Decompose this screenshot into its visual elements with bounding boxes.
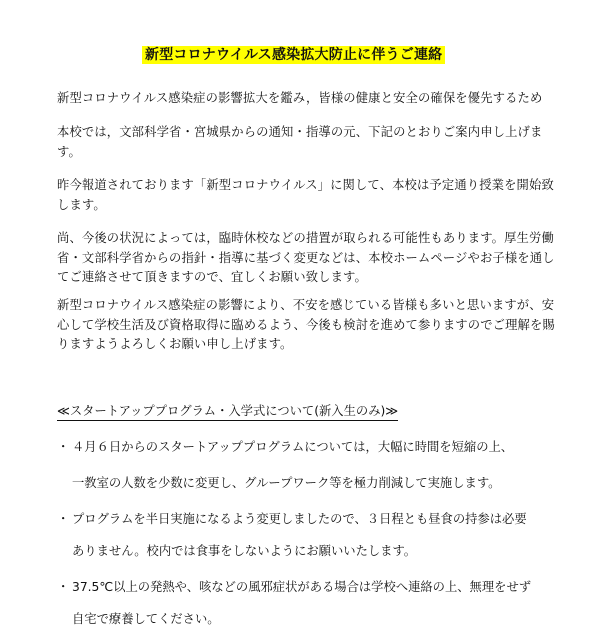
- bullet-marker: ・: [57, 512, 70, 526]
- bullet-line: プログラムを半日実施になるよう変更しましたので、３日程とも昼食の持参は必要: [72, 512, 527, 526]
- bullet-continuation: [57, 543, 416, 560]
- paragraph-line: 省・文部科学省からの指針・指導に基づく変更などは、本校ホームページやお子様を通し: [57, 250, 555, 265]
- paragraph-line: 新型コロナウイルス感染症の影響により、不安を感じている皆様も多いと思いますが、安: [57, 298, 555, 312]
- paragraph-line: します。: [57, 197, 106, 212]
- paragraph-line: 昨今報道されております「新型コロナウイルス」に関して、本校は予定通り授業を開始致: [57, 178, 554, 192]
- bullet-item: [57, 511, 527, 528]
- bullet-line: 自宅で療養してください。: [72, 612, 220, 626]
- paragraph-guidance: [57, 123, 587, 162]
- bullet-continuation: [57, 475, 500, 492]
- bullet-marker: ・: [57, 440, 70, 454]
- paragraph-line: りますようよろしくお願い申し上げます。: [57, 337, 293, 351]
- bullet-line: ありません。校内では食事をしないようにお願いいたします。: [72, 544, 417, 558]
- paragraph-classes-start: [57, 176, 587, 215]
- paragraph-line: 尚、今後の状況によっては，臨時休校などの措置が取られる可能性もあります。厚生労働: [57, 231, 554, 245]
- bullet-line: ４月６日からのスタートアッププログラムについては，大幅に時間を短縮の上、: [72, 440, 514, 454]
- bullet-item: [57, 579, 531, 596]
- bullet-continuation: [57, 611, 220, 628]
- paragraph-line: 新型コロナウイルス感染症の影響拡大を鑑み，皆様の健康と安全の確保を優先するため: [57, 91, 543, 105]
- paragraph-line: す。: [57, 144, 81, 159]
- paragraph-line: 本校では，文部科学省・宮城県からの通知・指導の元、下記のとおりご案内申し上げま: [57, 125, 543, 139]
- bullet-marker: ・: [57, 580, 70, 594]
- bullet-item: [57, 439, 513, 456]
- paragraph-possible-closure: [57, 229, 587, 288]
- startup-program-heading: ≪スタートアッププログラム・入学式について(新入生のみ)≫: [57, 403, 398, 421]
- notice-title: 新型コロナウイルス感染拡大防止に伴うご連絡: [142, 46, 445, 64]
- paragraph-closing-remarks: [57, 296, 587, 355]
- bullet-line: 一教室の人数を少数に変更し、グループワーク等を極力削減して実施します。: [72, 476, 501, 490]
- paragraph-line: てご連絡させて頂きますので、宜しくお願い致します。: [57, 270, 367, 284]
- paragraph-line: 心して学校生活及び資格取得に臨めるよう、今後も検討を進めて参りますのでご理解を賜: [57, 317, 555, 332]
- bullet-line: 37.5℃以上の発熱や、咳などの風邪症状がある場合は学校へ連絡の上、無理をせず: [72, 580, 532, 594]
- paragraph-intro: [57, 89, 587, 109]
